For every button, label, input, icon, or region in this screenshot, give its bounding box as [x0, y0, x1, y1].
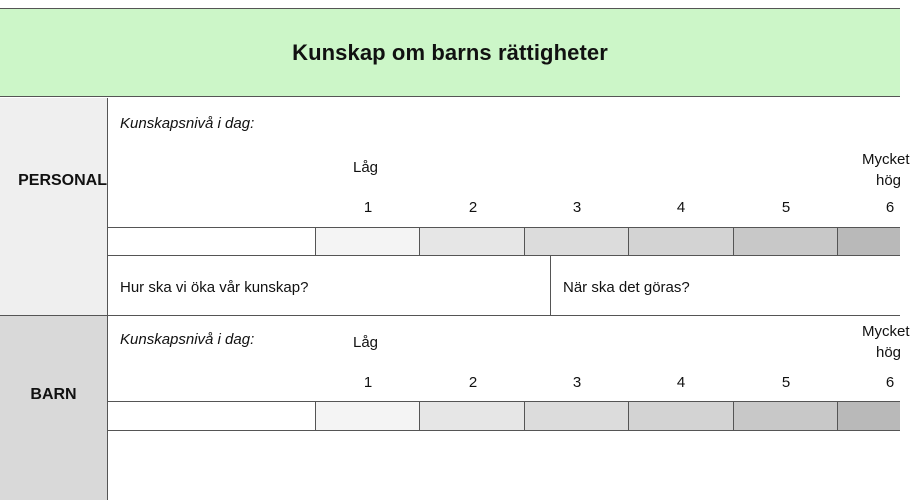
barn-rating-cell-3[interactable] — [525, 402, 629, 430]
personal-rating-blank[interactable] — [108, 228, 316, 255]
barn-rating-cell-2[interactable] — [420, 402, 525, 430]
personal-rating-cell-6[interactable] — [838, 228, 900, 255]
barn-scale-6: 6 — [885, 374, 895, 391]
barn-rating-cell-4[interactable] — [629, 402, 734, 430]
personal-high-label-line1: Mycket — [862, 151, 910, 168]
personal-scale-4: 4 — [676, 199, 686, 216]
barn-rating-cell-5[interactable] — [734, 402, 838, 430]
barn-high-label-line2: hög — [876, 344, 902, 361]
personal-scale-6: 6 — [885, 199, 895, 216]
barn-high-label-line1: Mycket — [862, 323, 910, 340]
personal-rating-cell-1[interactable] — [316, 228, 420, 255]
barn-rating-cell-1[interactable] — [316, 402, 420, 430]
personal-high-label-line2: hög — [876, 172, 902, 189]
document-title: Kunskap om barns rättigheter — [292, 39, 608, 65]
section-divider — [0, 315, 900, 316]
question-how-label: Hur ska vi öka vår kunskap? — [120, 279, 309, 296]
question-how-answer[interactable] — [108, 298, 550, 314]
barn-scale-4: 4 — [676, 374, 686, 391]
personal-rating-cell-4[interactable] — [629, 228, 734, 255]
personal-scale-2: 2 — [468, 199, 478, 216]
barn-rating-cell-6[interactable] — [838, 402, 900, 430]
personal-scale-3: 3 — [572, 199, 582, 216]
question-when-answer[interactable] — [551, 298, 900, 314]
section-label-personal: PERSONAL — [18, 172, 107, 189]
barn-scale-1: 1 — [363, 374, 373, 391]
personal-low-label: Låg — [353, 159, 379, 176]
personal-rating-bottom-border — [107, 255, 900, 256]
personal-rating-cell-3[interactable] — [525, 228, 629, 255]
barn-level-label: Kunskapsnivå i dag: — [120, 331, 255, 348]
barn-scale-3: 3 — [572, 374, 582, 391]
barn-rating-blank[interactable] — [108, 402, 316, 430]
personal-label-cell — [0, 98, 107, 315]
barn-answer-area[interactable] — [108, 431, 900, 500]
personal-rating-cell-5[interactable] — [734, 228, 838, 255]
personal-rating-cell-2[interactable] — [420, 228, 525, 255]
document-header — [0, 8, 900, 97]
barn-low-label: Låg — [353, 334, 379, 351]
barn-scale-5: 5 — [781, 374, 791, 391]
personal-scale-5: 5 — [781, 199, 791, 216]
section-label-barn: BARN — [30, 386, 77, 403]
personal-scale-1: 1 — [363, 199, 373, 216]
personal-level-label: Kunskapsnivå i dag: — [120, 115, 255, 132]
barn-scale-2: 2 — [468, 374, 478, 391]
question-when-label: När ska det göras? — [563, 279, 690, 296]
